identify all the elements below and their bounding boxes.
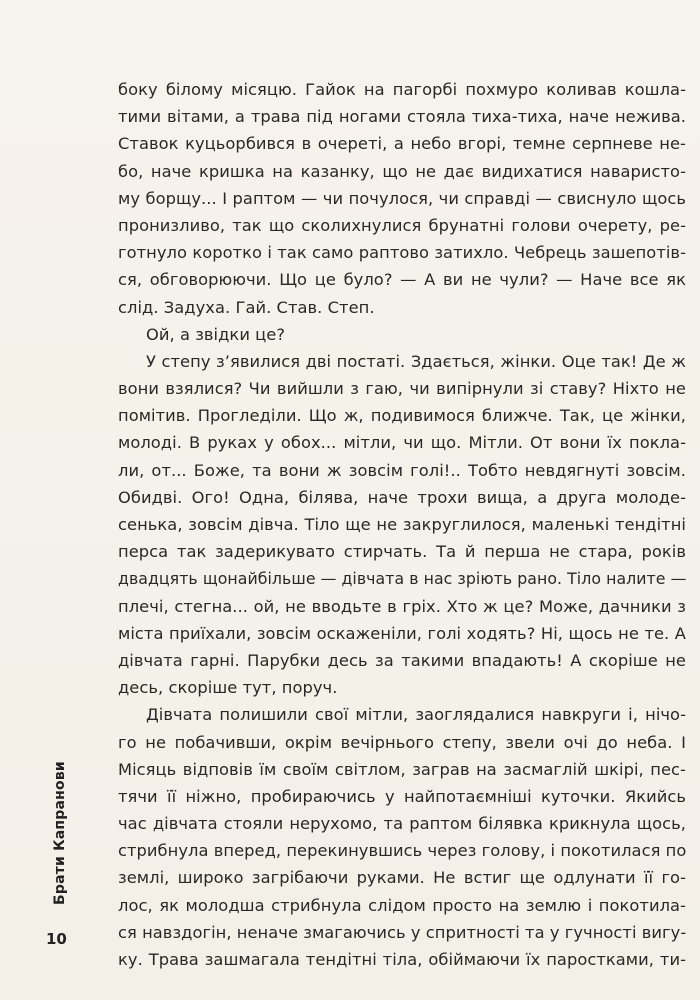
text-line: двадцять щонайбільше — дівчата в нас зріють рано. Тіло налите — [118,569,687,589]
text-line: Місяць відповів їм своїм світлом, заграв на засмаглій шкірі, пес- [118,759,686,779]
body-text [118,76,686,973]
text-line: го не побачивши, окрім вечірнього степу, звели очі до неба. І [118,732,686,752]
text-line: боку білому місяцю. Гайок на пагорбі похмуро коливав кошла- [118,80,686,99]
text-line: помітив. Прогледіли. Що ж, подивимося ближче. Так, це жінки, [118,406,686,426]
text-line: плечі, стегна... ой, не вводьте в гріх. Хто ж це? Може, дачники з [118,596,686,616]
text-line: Ой, а звідки це? [146,324,286,344]
text-line: ку. Трава зашмагала тендітні тіла, обіймаючи їх паростками, ти- [118,950,686,969]
text-line: Обидві. Ого! Одна, білява, наче трохи вища, а друга молоде- [118,487,686,507]
text-line: вони взялися? Чи вийшли з гаю, чи випірнули зі ставу? Ніхто не [118,379,686,399]
text-line: У степу з’явилися дві постаті. Здається, жінки. Оце так! Де ж [146,351,686,371]
text-line: тячи її ніжно, пробираючись у найпотаємніші куточки. Якийсь [118,786,686,806]
text-line: десь, скоріше тут, поруч. [118,678,338,698]
text-line: землі, широко загрібаючи руками. Не встиг ще одлунати її го- [118,868,686,888]
text-line: тими вітами, а трава під ногами стояла тиха-тиха, наче нежива. [118,107,686,127]
text-line: Дівчата полишили свої мітли, заоглядалися навкруги і, нічо- [146,705,686,725]
text-line: стрибнула вперед, перекинувшись через голову, і покотилася по [118,841,687,861]
text-line: сенька, зовсім дівча. Тіло ще не закруглилося, маленькі тендітні [118,515,686,534]
text-line: готнуло коротко і так само раптово затихло. Чебрець зашепотів- [118,243,686,263]
text-line: Ставок куцьорбився в очереті, а небо вгорі, темне серпневе не- [118,134,686,154]
text-line: міста приїхали, зовсім оскаженіли, голі ходять? Ні, щось не те. А [118,623,686,643]
running-head-authors: Брати Капранови [52,761,68,905]
text-line: пронизливо, так що сколихнулися брунатні голови очерету, ре- [118,215,686,235]
text-line: ли, от... Боже, та вони ж зовсім голі!.. Тобто невдягнуті зовсім. [118,460,686,480]
text-line: бо, наче кришка на казанку, що не дає видихатися наваристо- [118,161,686,181]
text-line: перса так задерикувато стирчать. Та й перша не стара, років [118,542,686,562]
text-line: му борщу... І раптом — чи почулося, чи справді — свиснуло щось [118,188,686,208]
text-line: ся навздогін, неначе змагаючись у спритності та у гучності вигу- [118,922,687,942]
page-number: 10 [46,930,67,948]
text-line: час дівчата стояли нерухомо, та раптом білявка крикнула щось, [118,814,686,834]
text-line: слід. Задуха. Гай. Став. Степ. [118,297,375,317]
text-line: лос, як молодша стрибнула слідом просто на землю і покотила- [118,895,686,915]
text-line: дівчата гарні. Парубки десь за такими впадають! А скоріше не [118,650,686,670]
text-line: ся, обговорюючи. Що це було? — А ви не чули? — Наче все як [118,270,686,290]
text-line: молоді. В руках у обох... мітли, чи що. Мітли. От вони їх покла- [118,433,686,453]
